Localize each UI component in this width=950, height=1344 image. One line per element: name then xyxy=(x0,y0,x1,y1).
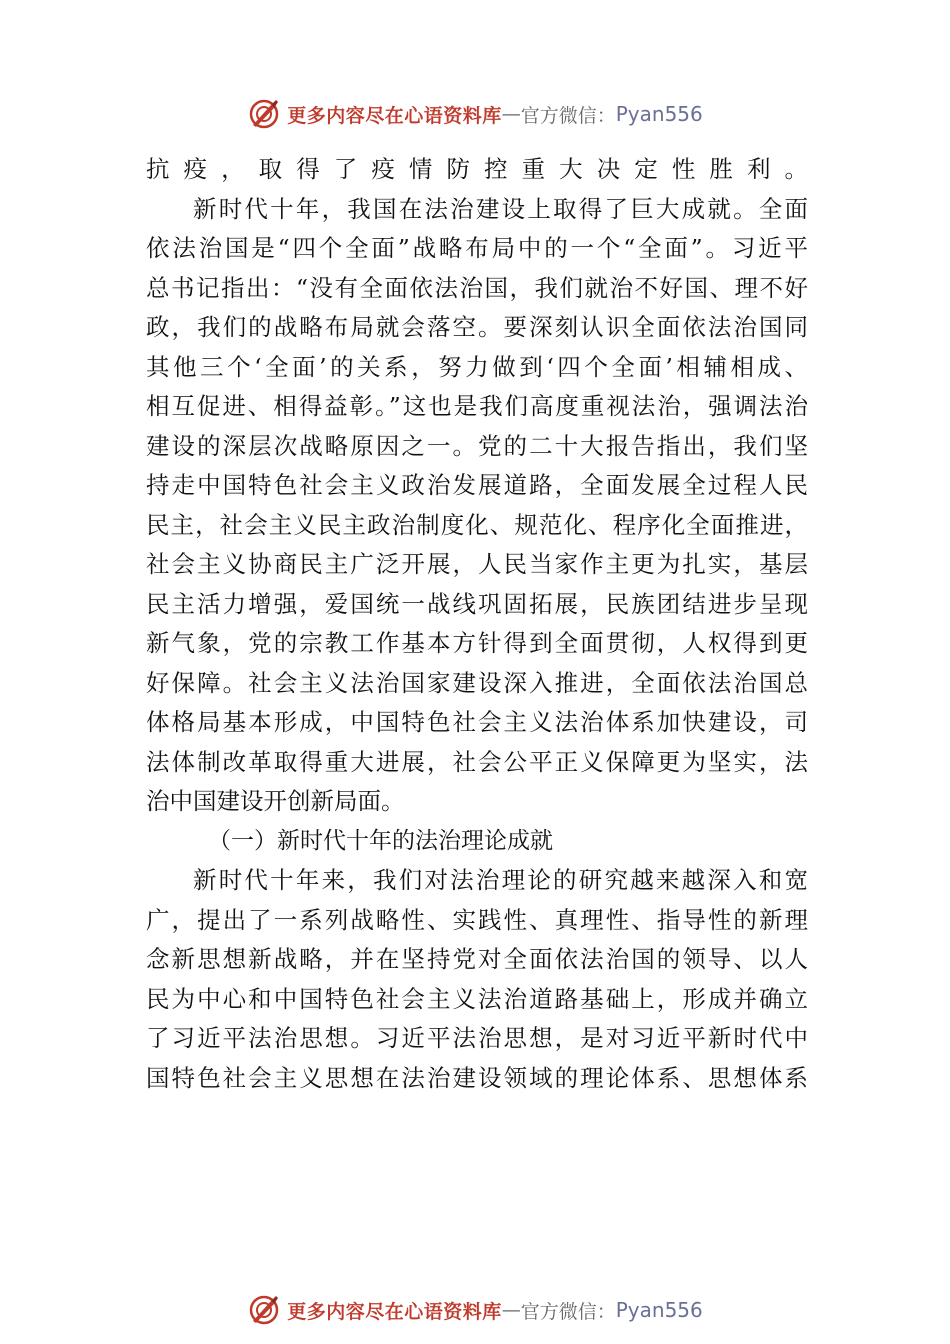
document-body xyxy=(146,150,808,1098)
text-line: 其他三个‘全面’的关系，努力做到‘四个全面’相辅相成、 xyxy=(146,352,808,381)
text-line: 法体制改革取得重大进展，社会公平正义保障更为坚实，法 xyxy=(146,747,808,776)
banner-dash: — xyxy=(501,1299,521,1321)
text-line: 广，提出了一系列战略性、实践性、真理性、指导性的新理 xyxy=(146,905,808,934)
banner-red-text: 更多内容尽在心语资料库 xyxy=(287,104,502,127)
section-heading: （一）新时代十年的法治理论成就 xyxy=(208,827,553,854)
text-line: 新气象，党的宗教工作基本方针得到全面贯彻，人权得到更 xyxy=(146,629,808,657)
text-line: 社会主义协商民主广泛开展，人民当家作主更为扎实，基层 xyxy=(146,550,808,578)
header-watermark-banner xyxy=(0,94,950,134)
banner-wechat-label: 官方微信： xyxy=(520,1300,616,1323)
text-line: 治中国建设开创新局面。 xyxy=(146,787,405,815)
text-line: 新时代十年来，我们对法治理论的研究越来越深入和宽 xyxy=(193,866,808,894)
banner-wechat-id: Pyan556 xyxy=(615,1298,703,1322)
logo-icon xyxy=(247,97,281,131)
text-line: 民主活力增强，爱国统一战线巩固拓展，民族团结进步呈现 xyxy=(146,589,808,618)
text-line: 念新思想新战略，并在坚持党对全面依法治国的领导、以人 xyxy=(146,945,808,973)
banner-wechat-id: Pyan556 xyxy=(615,102,703,126)
text-line: 持走中国特色社会主义政治发展道路，全面发展全过程人民 xyxy=(146,471,808,499)
text-line: 了习近平法治思想。习近平法治思想，是对习近平新时代中 xyxy=(146,1024,808,1052)
text-line: 民为中心和中国特色社会主义法治道路基础上，形成并确立 xyxy=(146,984,808,1013)
footer-watermark-banner xyxy=(0,1290,950,1330)
text-line: 建设的深层次战略原因之一。党的二十大报告指出，我们坚 xyxy=(146,431,808,460)
banner-wechat-label: 官方微信： xyxy=(520,104,616,127)
text-line: 总书记指出：“没有全面依法治国，我们就治不好国、理不好 xyxy=(146,273,808,302)
text-line: 国特色社会主义思想在法治建设领域的理论体系、思想体系 xyxy=(146,1063,808,1092)
text-line: 抗疫，取得了疫情防控重大决定性胜利。 xyxy=(146,155,808,183)
text-line: 依法治国是“四个全面”战略布局中的一个“全面”。习近平 xyxy=(146,234,808,262)
banner-red-text: 更多内容尽在心语资料库 xyxy=(287,1300,502,1323)
logo-icon xyxy=(247,1293,281,1327)
text-line: 相互促进、相得益彰。”这也是我们高度重视法治，强调法治 xyxy=(146,392,808,420)
text-line: 民主，社会主义民主政治制度化、规范化、程序化全面推进， xyxy=(146,510,808,539)
text-line: 体格局基本形成，中国特色社会主义法治体系加快建设，司 xyxy=(146,708,808,736)
banner-dash: — xyxy=(501,103,521,125)
text-line: 新时代十年，我国在法治建设上取得了巨大成就。全面 xyxy=(193,194,808,223)
text-line: 政，我们的战略布局就会落空。要深刻认识全面依法治国同 xyxy=(146,313,808,341)
text-line: 好保障。社会主义法治国家建设深入推进，全面依法治国总 xyxy=(146,668,808,697)
